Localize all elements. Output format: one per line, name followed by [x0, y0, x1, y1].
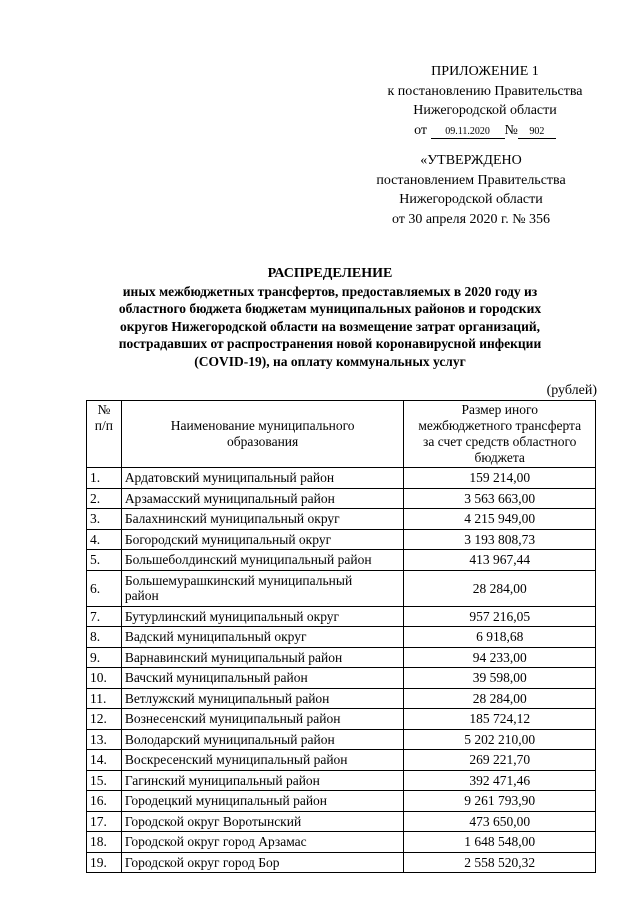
row-name: Большеболдинский муниципальный район: [121, 550, 404, 571]
row-number: 8.: [87, 627, 122, 648]
row-name: Богородский муниципальный округ: [121, 529, 404, 550]
header-number-line-2: п/п: [94, 418, 113, 433]
row-name: Ветлужский муниципальный район: [121, 688, 404, 709]
row-name: Варнавинский муниципальный район: [121, 647, 404, 668]
header-name-line-2: образования: [227, 434, 299, 449]
row-number: 9.: [87, 647, 122, 668]
row-amount: 269 221,70: [404, 750, 596, 771]
row-amount: 413 967,44: [404, 550, 596, 571]
table-row: [87, 750, 596, 771]
row-number: 2.: [87, 488, 122, 509]
table-row: [87, 550, 596, 571]
row-number: 7.: [87, 606, 122, 627]
row-number: 10.: [87, 668, 122, 689]
approved-block: [340, 151, 602, 229]
header-amount-line-4: бюджета: [474, 450, 525, 465]
approved-line-3: Нижегородской области: [399, 192, 543, 207]
row-number: 12.: [87, 709, 122, 730]
row-name: Балахнинский муниципальный округ: [121, 509, 404, 530]
title-line-5: (COVID-19), на оплату коммунальных услуг: [194, 353, 466, 369]
annex-block: [340, 62, 630, 140]
row-number: 19.: [87, 852, 122, 873]
row-name-line-2: район: [124, 588, 159, 603]
annex-number-label: №: [504, 122, 518, 138]
header-name-line-1: Наименование муниципального: [170, 418, 355, 433]
units-label: (рублей): [546, 383, 597, 398]
annex-region: Нижегородской области: [413, 103, 557, 118]
row-amount: 1 648 548,00: [404, 832, 596, 853]
annex-from-label: от: [414, 122, 428, 138]
row-name: Вознесенский муниципальный район: [121, 709, 404, 730]
row-amount: 159 214,00: [404, 468, 596, 489]
row-name: Вачский муниципальный район: [121, 668, 404, 689]
row-name: Воскресенский муниципальный район: [121, 750, 404, 771]
row-number: 1.: [87, 468, 122, 489]
header-amount-line-2: межбюджетного трансферта: [418, 418, 582, 433]
row-number: 5.: [87, 550, 122, 571]
table-header-row: [87, 401, 596, 468]
header-amount-line-1: Размер иного: [461, 402, 538, 417]
row-amount: 9 261 793,90: [404, 791, 596, 812]
table-row: [87, 852, 596, 873]
table-row: [87, 468, 596, 489]
row-amount: 3 563 663,00: [404, 488, 596, 509]
approved-line-1: «УТВЕРЖДЕНО: [420, 153, 522, 168]
annex-dateline: [414, 121, 556, 141]
row-amount: 6 918,68: [404, 627, 596, 648]
row-name: Ардатовский муниципальный район: [121, 468, 404, 489]
approved-line-4: от 30 апреля 2020 г. № 356: [391, 211, 551, 227]
row-name: Вадский муниципальный округ: [121, 627, 404, 648]
document-title: [60, 265, 600, 370]
row-number: 17.: [87, 811, 122, 832]
row-amount: 4 215 949,00: [404, 509, 596, 530]
row-amount: 3 193 808,73: [404, 529, 596, 550]
row-amount: 5 202 210,00: [404, 729, 596, 750]
title-line-1: иных межбюджетных трансфертов, предоставляемых в 2020 году из: [122, 283, 538, 299]
annex-date: 09.11.2020: [431, 126, 505, 139]
header-amount-line-3: за счет средств областного: [423, 434, 577, 449]
title-line-2: областного бюджета бюджетам муниципальных районов и городских: [118, 301, 542, 316]
row-amount: 185 724,12: [404, 709, 596, 730]
header-amount: [404, 401, 596, 468]
row-number: 14.: [87, 750, 122, 771]
table-row: [87, 832, 596, 853]
row-number: 18.: [87, 832, 122, 853]
table-row: [87, 729, 596, 750]
row-name: Арзамасский муниципальный район: [121, 488, 404, 509]
row-number: 11.: [87, 688, 122, 709]
row-name: Бутурлинский муниципальный округ: [121, 606, 404, 627]
table-row: [87, 668, 596, 689]
table-row: [87, 529, 596, 550]
annex-number: 902: [518, 126, 556, 139]
header-number: [87, 401, 122, 468]
annex-reference: к постановлению Правительства: [387, 83, 583, 99]
table-row: [87, 488, 596, 509]
row-name: [121, 570, 404, 606]
row-amount: 39 598,00: [404, 668, 596, 689]
row-name-line-1: Большемурашкинский муниципальный: [124, 573, 353, 588]
header-name: [121, 401, 404, 468]
table-row: [87, 688, 596, 709]
row-name: Городской округ Воротынский: [121, 811, 404, 832]
title-heading: РАСПРЕДЕЛЕНИЕ: [267, 266, 393, 281]
row-number: 4.: [87, 529, 122, 550]
table-row: [87, 606, 596, 627]
row-number: 16.: [87, 791, 122, 812]
row-amount: 392 471,46: [404, 770, 596, 791]
row-name: Володарский муниципальный район: [121, 729, 404, 750]
annex-title: ПРИЛОЖЕНИЕ 1: [431, 64, 539, 79]
table-row: [87, 811, 596, 832]
title-line-3: округов Нижегородской области на возмещение затрат организаций,: [119, 318, 541, 334]
distribution-table: [86, 400, 596, 873]
table-row: [87, 570, 596, 606]
row-amount: 94 233,00: [404, 647, 596, 668]
row-amount: 28 284,00: [404, 570, 596, 606]
table-row: [87, 791, 596, 812]
table-row: [87, 509, 596, 530]
row-number: 6.: [87, 570, 122, 606]
table-row: [87, 709, 596, 730]
row-amount: 2 558 520,32: [404, 852, 596, 873]
approved-line-2: постановлением Правительства: [376, 172, 566, 188]
row-number: 15.: [87, 770, 122, 791]
row-amount: 473 650,00: [404, 811, 596, 832]
row-name: Гагинский муниципальный район: [121, 770, 404, 791]
row-number: 13.: [87, 729, 122, 750]
row-amount: 957 216,05: [404, 606, 596, 627]
row-name: Городецкий муниципальный район: [121, 791, 404, 812]
header-number-line-1: №: [97, 402, 111, 417]
row-amount: 28 284,00: [404, 688, 596, 709]
table-row: [87, 770, 596, 791]
title-line-4: пострадавших от распространения новой коронавирусной инфекции: [118, 336, 542, 351]
table-row: [87, 647, 596, 668]
row-name: Городской округ город Бор: [121, 852, 404, 873]
row-name: Городской округ город Арзамас: [121, 832, 404, 853]
table-row: [87, 627, 596, 648]
row-number: 3.: [87, 509, 122, 530]
